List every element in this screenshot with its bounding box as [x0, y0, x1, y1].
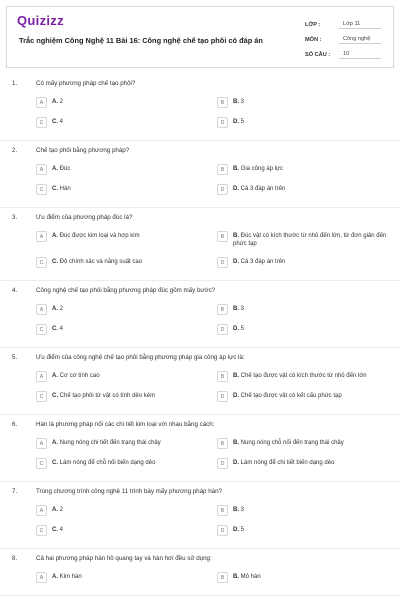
option-letter-box: C — [36, 257, 47, 268]
option-letter-box: D — [217, 391, 228, 402]
question-text: Ưu điểm của phương pháp đúc là? — [36, 214, 133, 221]
option-text — [52, 459, 155, 467]
option-letter-box: A — [36, 505, 47, 516]
question-text: Công nghệ chế tạo phôi bằng phương pháp đúc gồm mấy bước? — [36, 287, 216, 294]
option-label: D. — [233, 259, 239, 265]
option-label: A. — [52, 233, 58, 239]
option-text — [52, 185, 71, 193]
meta-key: MÔN : — [305, 36, 322, 43]
option-letter-box: C — [36, 324, 47, 335]
question-text: Có mấy phương pháp chế tạo phôi? — [36, 80, 136, 87]
meta-key: LỚP : — [305, 21, 321, 28]
option-text — [52, 118, 63, 126]
option-label: C. — [52, 460, 58, 466]
option-letter-box: D — [217, 525, 228, 536]
question-item — [0, 208, 400, 281]
answer-option[interactable] — [217, 98, 398, 108]
answer-option[interactable] — [36, 232, 217, 248]
option-value: 4 — [59, 326, 64, 332]
option-label: A. — [52, 99, 58, 105]
option-label: D. — [233, 119, 239, 125]
meta-value: Lớp 11 — [339, 21, 381, 29]
answer-option[interactable] — [217, 506, 398, 516]
option-letter-box: B — [217, 164, 228, 175]
option-letter-box: A — [36, 304, 47, 315]
option-letter-box: C — [36, 525, 47, 536]
answer-option[interactable] — [217, 185, 398, 195]
option-text — [233, 98, 244, 106]
question-number: 2. — [12, 147, 18, 154]
option-letter-box: B — [217, 505, 228, 516]
answer-option[interactable] — [36, 325, 217, 335]
option-value: Đúc vật có kích thước từ nhỏ đến lớn, từ đơn giản đến phức tạp — [233, 233, 387, 247]
option-text — [233, 232, 393, 248]
answer-options — [36, 439, 400, 481]
option-label: D. — [233, 326, 239, 332]
answer-option[interactable] — [36, 506, 217, 516]
option-text — [233, 305, 244, 313]
option-label: D. — [233, 186, 239, 192]
answer-option[interactable] — [217, 305, 398, 315]
option-text — [52, 165, 70, 173]
answer-options — [36, 232, 400, 280]
option-letter-box: C — [36, 458, 47, 469]
option-letter-box: B — [217, 304, 228, 315]
option-letter-box: A — [36, 371, 47, 382]
meta-row-count — [305, 47, 381, 62]
option-value: Đúc được kim loại và hợp kim — [59, 233, 140, 239]
answer-options — [36, 98, 400, 140]
option-label: D. — [233, 393, 239, 399]
answer-option[interactable] — [217, 325, 398, 335]
option-value: Cả 3 đáp án trên — [240, 186, 286, 192]
answer-option[interactable] — [217, 439, 398, 449]
option-text — [52, 325, 63, 333]
meta-row-subject — [305, 32, 381, 47]
option-text — [233, 185, 285, 193]
option-text — [233, 392, 342, 400]
meta-row-class — [305, 17, 381, 32]
meta-value: Công nghệ — [339, 36, 381, 44]
option-letter-box: C — [36, 117, 47, 128]
option-label: A. — [52, 440, 58, 446]
option-text — [52, 232, 140, 240]
option-letter-box: B — [217, 371, 228, 382]
option-value: Đúc — [59, 166, 71, 172]
worksheet-title: Trắc nghiệm Công Nghệ 11 Bài 16: Công nghệ chế tạo phôi có đáp án — [19, 36, 263, 45]
meta-value: 10 — [339, 51, 381, 59]
option-text — [52, 506, 63, 514]
answer-option[interactable] — [217, 392, 398, 402]
option-value: Làm nóng để chỗ nối biến dạng dẻo — [59, 460, 156, 466]
option-label: D. — [233, 527, 239, 533]
answer-option[interactable] — [217, 232, 398, 248]
answer-option[interactable] — [217, 258, 398, 268]
answer-option[interactable] — [36, 526, 217, 536]
question-text: Hàn là phương pháp nối các chi tiết kim loại với nhau bằng cách: — [36, 421, 215, 428]
option-label: B. — [233, 574, 239, 580]
option-label: A. — [52, 306, 58, 312]
answer-option[interactable] — [36, 98, 217, 108]
option-text — [52, 98, 63, 106]
option-label: B. — [233, 233, 239, 239]
option-letter-box: A — [36, 438, 47, 449]
option-letter-box: A — [36, 97, 47, 108]
option-value: Cả 3 đáp án trên — [240, 259, 286, 265]
option-letter-box: B — [217, 438, 228, 449]
question-item — [0, 141, 400, 208]
option-text — [233, 439, 344, 447]
option-value: 5 — [240, 119, 245, 125]
option-label: C. — [52, 186, 58, 192]
option-label: B. — [233, 306, 239, 312]
question-number: 3. — [12, 214, 18, 221]
option-value: 3 — [240, 507, 245, 513]
question-item — [0, 415, 400, 482]
option-value: 3 — [240, 99, 245, 105]
option-label: A. — [52, 574, 58, 580]
option-value: 3 — [240, 306, 245, 312]
meta-key: SỐ CÂU : — [305, 51, 331, 58]
option-value: Hàn — [59, 186, 71, 192]
answer-option[interactable] — [217, 165, 398, 175]
option-value: Độ chính xác và năng suất cao — [59, 259, 143, 265]
answer-options — [36, 506, 400, 548]
answer-option[interactable] — [36, 305, 217, 315]
option-value: 2 — [59, 306, 64, 312]
option-text — [52, 573, 82, 581]
answer-options — [36, 165, 400, 207]
quizizz-logo: Quizizz — [17, 13, 64, 28]
option-value: Nung nóng chỗ nối đến trạng thái chảy — [240, 440, 344, 446]
option-value: 2 — [59, 99, 64, 105]
option-text — [233, 165, 283, 173]
question-number: 5. — [12, 354, 18, 361]
option-value: 4 — [59, 119, 64, 125]
answer-option[interactable] — [217, 372, 398, 382]
answer-option[interactable] — [36, 392, 217, 402]
option-letter-box: D — [217, 117, 228, 128]
option-text — [233, 325, 244, 333]
answer-option[interactable] — [36, 185, 217, 195]
answer-option[interactable] — [36, 258, 217, 268]
question-list — [0, 74, 400, 596]
option-letter-box: A — [36, 164, 47, 175]
option-letter-box: A — [36, 231, 47, 242]
option-letter-box: B — [217, 97, 228, 108]
option-text — [52, 526, 63, 534]
option-label: A. — [52, 507, 58, 513]
option-value: Nung nóng chi tiết đến trạng thái chảy — [59, 440, 161, 446]
question-text: Chế tạo phôi bằng phương pháp? — [36, 147, 130, 154]
option-text — [233, 459, 334, 467]
option-label: B. — [233, 166, 239, 172]
option-value: Chế tạo phôi từ vật có tính dẻo kém — [59, 393, 156, 399]
option-value: Mỏ hàn — [240, 574, 261, 580]
option-label: C. — [52, 259, 58, 265]
option-label: D. — [233, 460, 239, 466]
option-text — [52, 305, 63, 313]
option-label: A. — [52, 373, 58, 379]
option-text — [233, 573, 261, 581]
worksheet-header — [6, 6, 394, 68]
answer-options — [36, 372, 400, 414]
option-label: C. — [52, 527, 58, 533]
option-label: A. — [52, 166, 58, 172]
question-text: Trong chương trình công nghệ 11 trình bày mấy phương pháp hàn? — [36, 488, 222, 495]
option-value: Cơ cơ tính cao — [59, 373, 100, 379]
option-value: Chế tạo được vật có kích thước từ nhỏ đến lớn — [240, 373, 367, 379]
answer-option[interactable] — [36, 439, 217, 449]
option-label: B. — [233, 440, 239, 446]
answer-option[interactable] — [36, 459, 217, 469]
question-item — [0, 348, 400, 415]
option-text — [52, 439, 161, 447]
question-number: 1. — [12, 80, 18, 87]
answer-option[interactable] — [36, 573, 217, 583]
question-number: 8. — [12, 555, 18, 562]
question-number: 4. — [12, 287, 18, 294]
answer-option[interactable] — [36, 165, 217, 175]
option-value: 5 — [240, 326, 245, 332]
question-number: 7. — [12, 488, 18, 495]
option-letter-box: B — [217, 231, 228, 242]
question-item — [0, 482, 400, 549]
answer-option[interactable] — [217, 526, 398, 536]
question-text: Ưu điểm của công nghệ chế tạo phôi bằng phương pháp gia công áp lực là: — [36, 354, 245, 361]
option-label: C. — [52, 326, 58, 332]
answer-option[interactable] — [217, 118, 398, 128]
answer-option[interactable] — [217, 459, 398, 469]
option-label: B. — [233, 373, 239, 379]
option-text — [233, 372, 367, 380]
option-value: 2 — [59, 507, 64, 513]
option-letter-box: A — [36, 572, 47, 583]
question-text: Cả hai phương pháp hàn hồ quang tay và hàn hơi đều sử dụng: — [36, 555, 212, 562]
option-text — [233, 526, 244, 534]
option-letter-box: D — [217, 458, 228, 469]
option-label: B. — [233, 507, 239, 513]
meta-panel — [305, 17, 381, 62]
option-text — [233, 506, 244, 514]
option-letter-box: C — [36, 391, 47, 402]
option-text — [52, 372, 100, 380]
question-number: 6. — [12, 421, 18, 428]
option-label: C. — [52, 393, 58, 399]
option-value: Kim hàn — [59, 574, 82, 580]
option-label: B. — [233, 99, 239, 105]
option-letter-box: D — [217, 324, 228, 335]
answer-option[interactable] — [36, 372, 217, 382]
option-letter-box: C — [36, 184, 47, 195]
answer-options — [36, 573, 400, 595]
option-value: Làm nóng để chi tiết biến dạng dẻo — [240, 460, 335, 466]
question-item — [0, 74, 400, 141]
answer-option[interactable] — [36, 118, 217, 128]
option-text — [52, 392, 155, 400]
answer-option[interactable] — [217, 573, 398, 583]
option-letter-box: B — [217, 572, 228, 583]
answer-options — [36, 305, 400, 347]
option-text — [233, 258, 285, 266]
option-text — [233, 118, 244, 126]
question-item — [0, 549, 400, 596]
question-item — [0, 281, 400, 348]
option-value: Chế tạo được vật có kết cấu phức tạp — [240, 393, 342, 399]
option-letter-box: D — [217, 184, 228, 195]
option-text — [52, 258, 142, 266]
option-value: Gia công áp lực — [240, 166, 284, 172]
option-value: 4 — [59, 527, 64, 533]
option-value: 5 — [240, 527, 245, 533]
option-label: C. — [52, 119, 58, 125]
option-letter-box: D — [217, 257, 228, 268]
